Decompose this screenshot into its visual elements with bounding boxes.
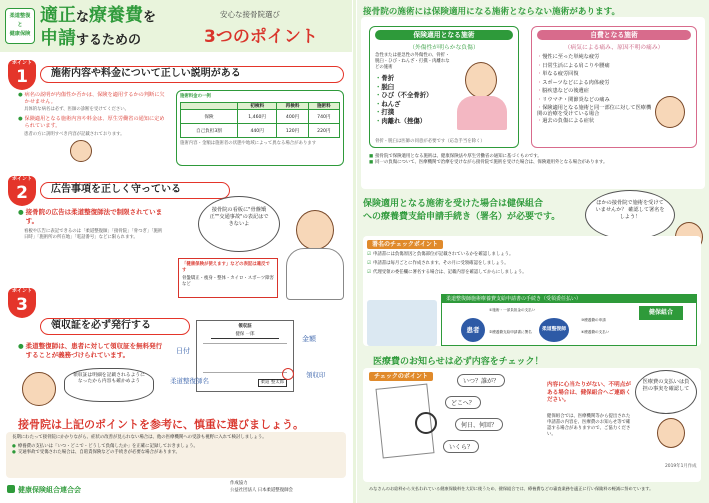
fee-td: 400円 [277,110,308,124]
fee-td: 1,460円 [237,110,277,124]
point1-item: 具体的な病名は必ず、医師の診断を受けてください。 [24,107,130,112]
fee-td: 120円 [277,124,308,138]
fee-th: 再検料 [277,103,308,110]
selfpay-title: 自費となる施術 [537,30,691,40]
closing-note: ● 療養費の支払いは「いつ・どこで・どうして負傷したか」を正確に記録しておきましょう。 [12,444,198,449]
check-item: ☑ 代理受領の委任欄に署名する場合は、記載内容を確認してからにしましょう。 [367,270,527,275]
point3-heading: 領収証を必ず発行する [40,318,190,335]
insured-note: 骨折・脱臼は医師の同意が必要です（応急手当を除く） [375,139,485,144]
check-icon: ☑ [367,261,371,266]
face-point1 [70,140,92,162]
check-icon: ☑ [367,252,371,257]
face-practitioner [296,210,334,250]
right-bottom-check-title: チェックのポイント [369,372,433,381]
closing-box [6,432,346,478]
title-w3: 療養費 [89,5,144,26]
practitioner-body [286,248,344,300]
closing-body: 長期にわたって接骨院にかかりながら、症状の改善が見られない場合は、他の医療機関への受診も視野に入れて検討しましょう。 [12,435,267,440]
flow-label4: ④療養費の支払い [581,330,610,334]
fee-th: 初検料 [237,103,277,110]
point1-heading: 施術内容や料金について正しい説明がある [40,66,344,83]
right-footer: みなさんのお給料から支払われている健康保険料を大切に使うため、健保組合では、療養費などの審査業務を適正に行い保険料の軽減に努めています。 [369,486,654,491]
title-w1: 適正 [40,5,76,26]
point1-item: ● 保険適用となる施術内容や料金は、厚生労働省の通知に定められています。 [18,116,165,129]
receipt-practitioner-label: 柔道整復師名 [170,377,209,385]
point2-bubble: 接骨院の看板に"骨盤矯正""交通事故"の表記はできないよ [198,196,280,252]
point3-bubble: 領収証は明細を記載されるようになったから内容も確かめよう [64,368,154,402]
left-page [0,0,352,503]
page-divider [353,0,356,503]
magnifier-icon [415,412,437,434]
date-text: 2019年1月作成 [665,464,697,469]
right-top-bullets [369,154,699,166]
brand-tag-line1: 柔道整復 [9,13,31,19]
right-bottom-heading: 医療費のお知らせは必ず内容をチェック！ [373,357,544,367]
selfpay-item: ・過去の負傷による症状 [537,118,595,125]
insured-lead: 急性または亜急性の外傷性の、骨折・脱臼・ひび・ねんざ・打撲・肉離れなどの施術 [375,53,450,70]
fee-table [176,90,344,166]
point2-warn-box [178,258,278,298]
receipt-stamp-icon [282,368,294,380]
receipt-lines [203,343,287,373]
fee-td: 自己負担3割 [181,124,238,138]
check-item: ☑ 申請書には負傷原因と負傷部位が記載されているかを確認しましょう。 [367,252,514,257]
point3-badge [8,288,36,318]
point1-item: ● 病名の説明が内傷性か否かは、保険を適用するかの判断に欠かせません。 [18,92,165,105]
check-title: 署名のチェックポイント [367,240,443,249]
fee-table-title: 施術料金の一例 [180,94,211,99]
fee-td: 保険 [181,110,238,124]
fee-th [181,103,238,110]
receipt-title: 領収証 [238,324,252,329]
selfpay-item: ・脳疾患などの後遺症 [537,88,589,95]
flow-practitioner: 柔道整復師 [539,318,569,342]
point2-badge-num: 2 [16,183,28,203]
insured-item: ・脱臼 [375,82,395,91]
selfpay-item: ・日常生活による肩こりや腰痛 [537,62,610,69]
brand-tag-line2: と [17,22,23,28]
brand-tag-line3: 健康保険 [9,31,31,37]
right-bottom-bubble: 医療費の支払いは負担の事実を確認して [635,370,697,414]
q-amount: いくら？ [443,440,479,453]
closing-note: ● 交通事故で受傷された場合は、自賠責保険などの手続きが必要な場合があります。 [12,450,180,455]
selfpay-box [531,26,697,148]
receipt-date-label: 日付 [176,347,190,355]
right-page [357,0,709,503]
point2-text: 看板や広告に表記できるのは「柔道整復師」「接骨院」「骨つぎ」「施術日時」「施術所の所在地」「電話番号」などに限られます。 [24,229,163,240]
title-w4: を [143,10,157,25]
insured-item: ・肉離れ（挫傷） [375,116,427,125]
point3-badge-label: ポイント [11,288,32,294]
face-boy [22,372,56,406]
right-bottom-body: 健保組合では、医療機関等から提出された申請書の内容を、医療費のお知らせ等で確認する場合がありますので、ご協力ください。 [547,414,631,437]
right-mid-bubble: ほかの接骨院で施術を受けていませんか？ 確認して署名をしよう！ [585,190,675,240]
right-top-bullet: ■ 接骨院で保険適用となる施術は、健康保険法や厚生労働省の通知に基づくものです。 [369,154,542,159]
right-bottom-callout: 内容に心当たりがない、不明点がある場合は、健保組合へご連絡ください。 [547,382,631,404]
flow-insurer: 健保組合 [639,306,683,320]
receipt-sign: 柔道 整太郎 [258,379,287,387]
subtitle: 安心な接骨院選び [220,10,280,19]
right-top-bullet: ■ 同一の負傷について、医療機関で治療を受けながら接骨院で施術を受けた場合は、保険適用外となる場合があります。 [369,160,608,165]
face-woman [465,62,497,98]
fee-table-note: 施術内容・金額は施術者の状態や地域によって異なる場合があります [180,141,317,146]
receipt [196,320,294,392]
receipt-name: 健保 一郎 [211,332,279,339]
selfpay-item: ・慢性に至った単純な疲労 [537,54,600,60]
q-days: 何日、何回？ [455,418,503,431]
point2-badge-label: ポイント [11,176,32,182]
point1-badge-num: 1 [16,67,28,87]
flow-label2: ②療養費支給申請書に署名 [489,330,532,334]
point2-badge [8,176,36,206]
insured-item: ・打撲 [375,108,395,116]
title-w2: な [76,10,90,25]
check-item: ☑ 申請書は毎月ごとに作成されます。その月に受領確認をしましょう。 [367,261,509,266]
point2-item: ● 接骨院の広告は柔道整復師法で制限されています。 [18,208,163,225]
selfpay-sub: （病気による痛み、原因不明の痛み） [564,45,664,51]
point1-note: 患者の方に説明すべき内容が記載されております。 [24,132,125,137]
receipt-amount-label: 金額 [302,335,316,343]
point3-body [18,342,166,360]
title-w5: 申請 [40,28,76,49]
title-w6: するための [76,33,142,48]
insured-title: 保険適用となる施術 [375,30,513,40]
face-man [655,96,685,128]
point1-badge [8,60,36,90]
selfpay-item: ・単なる疲労回復 [537,71,579,78]
flow-label3: ③療養費の申請 [581,318,606,322]
insured-item: ・ねんざ [375,99,401,108]
right-mid-heading-b: への療養費支給申請手続き（署名）が必要です。 [363,212,561,222]
selfpay-item: ・リウマチ・関節炎などの痛み [537,96,610,103]
footer-logo-icon [7,485,15,493]
point2-body [18,208,166,241]
check-list [367,252,685,276]
point3-badge-num: 3 [16,295,28,315]
insured-item: ・骨折 [375,74,395,82]
footer-org: 健康保険組合連合会 [18,486,81,494]
selfpay-item: ・スポーツなどによる肉体疲労 [537,79,610,86]
selfpay-item: ・保険適用となる施術と同一部位に対して医療機関の治療を受けている場合 [537,104,652,117]
face-doctor [657,418,685,448]
flow-patient: 患者 [461,318,485,342]
receipt-stamp-label: 領収印 [306,371,326,379]
woman-body [457,96,507,130]
right-mid-heading [363,198,603,224]
insured-item: ・ひび（不全骨折） [375,91,433,99]
coop-label: 作成協力 [230,481,248,486]
point1-body [18,92,168,138]
q-where: どこへ？ [445,396,481,409]
point1-badge-label: ポイント [11,60,32,66]
fee-th: 施術料 [308,103,339,110]
big-title: 3つのポイント [204,27,318,47]
flow-title: 柔道整復師施術療養費支給申請書の手続き（受領委任払い） [442,295,696,303]
fee-table-grid [180,102,340,138]
closing-main: 接骨院は上記のポイントを参考に、慎重に選びましょう。 [18,418,304,431]
fee-td: 440円 [237,124,277,138]
coop-org: 公益社団法人 日本柔道整復師会 [230,488,293,493]
point2-warn-title: 「健康保険が使えます」などの表記は違反です [182,262,270,273]
q-when: いつ？誰が？ [457,374,505,387]
point2-warn-body: 骨盤矯正・痩身・整体・カイロ・スポーツ障害など [182,276,274,287]
right-top-heading: 接骨院の施術には保険適用になる施術とならない施術があります。 [363,7,621,17]
fee-td: 220円 [308,124,339,138]
fee-td: 740円 [308,110,339,124]
insured-sub: （外傷性が明らかな負傷） [409,45,479,51]
brand-tag [5,8,35,44]
clinic-scene [367,300,437,346]
check-icon: ☑ [367,270,371,275]
point2-heading: 広告事項を正しく守っている [40,182,230,199]
flow-label1: ①施術・一部負担金の支払い [489,308,536,312]
point3-item: ● 柔道整復師は、患者に対して領収証を無料発行することが義務づけられています。 [18,342,163,359]
right-mid-heading-a: 保険適用となる施術を受けた場合は健保組合 [363,199,544,209]
